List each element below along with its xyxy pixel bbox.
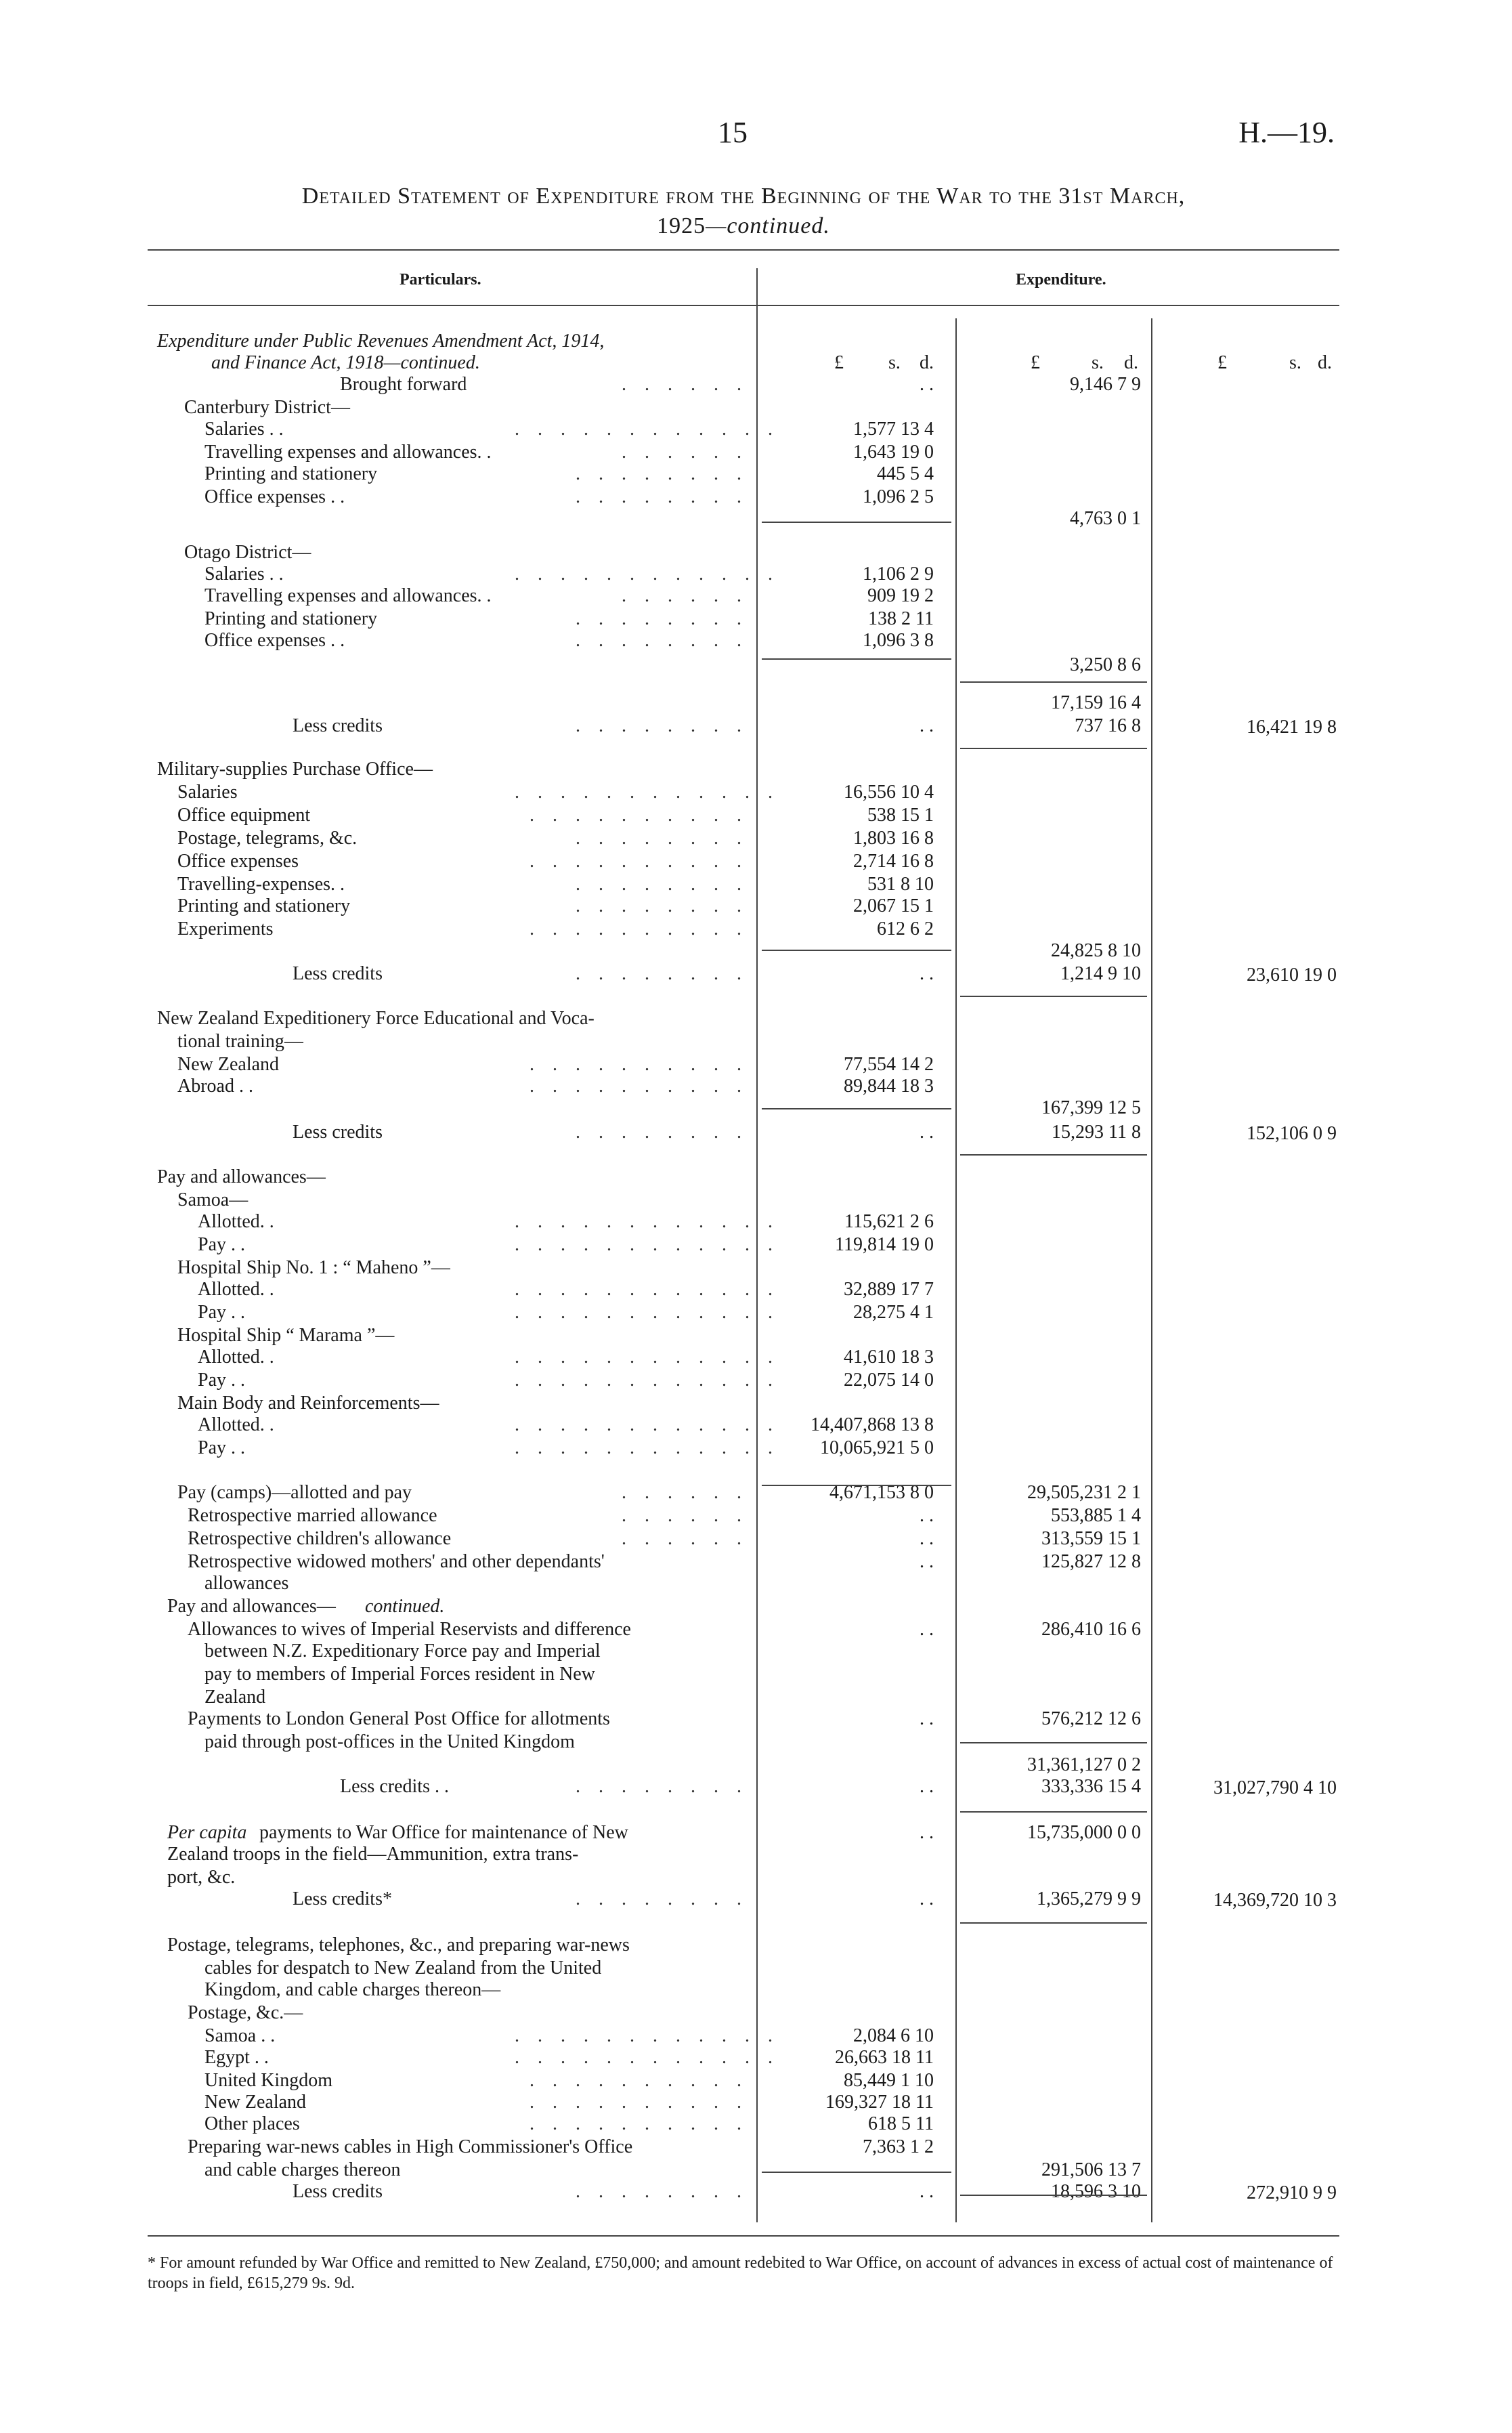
amount-column-2: 1,214 9 10 bbox=[1060, 963, 1141, 984]
table-row bbox=[0, 486, 1512, 508]
title-year: 1925 bbox=[657, 213, 706, 238]
amount-column-1: . . bbox=[920, 1888, 934, 1909]
amount-column-1: 26,663 18 11 bbox=[835, 2047, 934, 2068]
table-row bbox=[0, 508, 1512, 530]
table-row bbox=[0, 1551, 1512, 1573]
col1-shilling-unit: s. bbox=[888, 352, 901, 373]
row-label: Pay (camps)—allotted and pay bbox=[177, 1482, 412, 1503]
row-label: between N.Z. Expeditionary Force pay and Imperial bbox=[204, 1641, 601, 1662]
table-row bbox=[0, 940, 1512, 962]
col2-shilling-unit: s. bbox=[1092, 352, 1104, 373]
dot-leader: . . . . . . . . bbox=[576, 828, 748, 849]
table-row bbox=[0, 918, 1512, 940]
amount-column-1: 28,275 4 1 bbox=[853, 1302, 934, 1323]
table-row bbox=[0, 1619, 1512, 1641]
amount-column-1: 2,067 15 1 bbox=[853, 895, 934, 916]
subtotal-rule bbox=[960, 1154, 1147, 1156]
amount-column-3: 272,910 9 9 bbox=[1247, 2182, 1337, 2203]
amount-column-1: 1,096 2 5 bbox=[863, 486, 934, 507]
amount-column-2: 31,361,127 0 2 bbox=[1027, 1754, 1141, 1775]
row-label: cables for despatch to New Zealand from the United bbox=[204, 1958, 602, 1979]
amount-column-2: 737 16 8 bbox=[1075, 715, 1141, 736]
row-label: Preparing war-news cables in High Commissioner's Office bbox=[188, 2136, 633, 2157]
dot-leader: . . . . . . . . . . . . bbox=[515, 1302, 779, 1323]
title-line-2 bbox=[148, 211, 1339, 241]
amount-column-1: 115,621 2 6 bbox=[844, 1211, 934, 1232]
amount-column-1: 1,106 2 9 bbox=[863, 564, 934, 585]
table-row bbox=[0, 1888, 1512, 1910]
row-label: Retrospective married allowance bbox=[188, 1505, 437, 1526]
row-label: Less credits bbox=[293, 1122, 383, 1143]
table-row bbox=[0, 895, 1512, 917]
table-row bbox=[0, 374, 1512, 396]
subtotal-rule bbox=[762, 522, 951, 523]
dot-leader: . . . . . . bbox=[622, 1505, 748, 1526]
document-reference: H.—19. bbox=[1238, 116, 1335, 149]
amount-column-1: 612 6 2 bbox=[877, 918, 934, 939]
amount-column-2: 576,212 12 6 bbox=[1041, 1708, 1141, 1729]
dot-leader: . . . . . . . . . . . . bbox=[515, 1279, 779, 1300]
table-row bbox=[0, 1934, 1512, 1956]
dot-leader: . . . . . . . . bbox=[576, 630, 748, 651]
table-row bbox=[0, 2047, 1512, 2069]
table-row bbox=[0, 1437, 1512, 1459]
title-continued: —continued. bbox=[706, 213, 830, 238]
page-number: 15 bbox=[718, 116, 748, 149]
amount-column-3: 14,369,720 10 3 bbox=[1213, 1890, 1337, 1911]
table-row bbox=[0, 1573, 1512, 1594]
dot-leader: . . . . . . . . . . . . bbox=[515, 2047, 779, 2068]
row-label: Travelling-expenses. . bbox=[177, 874, 345, 895]
row-label: Pay and allowances— bbox=[167, 1596, 336, 1617]
dot-leader: . . . . . . . . . . . . bbox=[515, 1437, 779, 1458]
particulars-heading: Particulars. bbox=[399, 271, 481, 289]
amount-column-2: 553,885 1 4 bbox=[1051, 1505, 1141, 1526]
title-line-1: Detailed Statement of Expenditure from the Beginning of the War to the 31st March, bbox=[301, 184, 1186, 209]
row-label: Hospital Ship No. 1 : “ Maheno ”— bbox=[177, 1257, 450, 1278]
amount-column-1: 16,556 10 4 bbox=[844, 782, 934, 803]
dot-leader: . . . . . . . . bbox=[576, 1122, 748, 1143]
amount-column-3: 31,027,790 4 10 bbox=[1213, 1777, 1337, 1798]
table-row bbox=[0, 397, 1512, 419]
table-row bbox=[0, 1844, 1512, 1865]
amount-column-1: 1,096 3 8 bbox=[863, 630, 934, 651]
amount-column-1: 1,643 19 0 bbox=[853, 442, 934, 463]
subtotal-rule bbox=[960, 1742, 1147, 1743]
table-row bbox=[0, 1731, 1512, 1753]
dot-leader: . . . . . . . . . . . . bbox=[515, 1234, 779, 1255]
dot-leader: . . . . . . . . bbox=[576, 608, 748, 629]
row-label: Postage, &c.— bbox=[188, 2002, 303, 2023]
dot-leader: . . . . . . . . . . bbox=[530, 1054, 748, 1075]
row-label: Pay . . bbox=[198, 1370, 245, 1391]
amount-column-1: 169,327 18 11 bbox=[825, 2092, 934, 2113]
row-label: and Finance Act, 1918—continued. bbox=[211, 352, 480, 373]
dot-leader: . . . . . . . . . . . . bbox=[515, 1211, 779, 1232]
dot-leader: . . . . . . . . . . . . bbox=[515, 564, 779, 585]
amount-column-1: 41,610 18 3 bbox=[844, 1347, 934, 1368]
dot-leader: . . . . . . . . . . bbox=[530, 918, 748, 939]
amount-column-3: 16,421 19 8 bbox=[1247, 717, 1337, 738]
amount-column-2: 1,365,279 9 9 bbox=[1037, 1888, 1141, 1909]
table-row bbox=[0, 2070, 1512, 2092]
amount-column-1: 2,714 16 8 bbox=[853, 851, 934, 872]
amount-column-1: 445 5 4 bbox=[877, 463, 934, 484]
dot-leader: . . . . . . . . . . bbox=[530, 2092, 748, 2113]
amount-column-1: 22,075 14 0 bbox=[844, 1370, 934, 1391]
amount-column-1: . . bbox=[920, 963, 934, 984]
row-label: Travelling expenses and allowances. . bbox=[204, 442, 492, 463]
dot-leader: . . . . . . . . bbox=[576, 874, 748, 895]
table-row bbox=[0, 1754, 1512, 1776]
expenditure-heading: Expenditure. bbox=[1016, 271, 1106, 289]
table-row bbox=[0, 1211, 1512, 1233]
amount-column-1: . . bbox=[920, 1619, 934, 1640]
subtotal-rule bbox=[960, 681, 1147, 683]
dot-leader: . . . . . . . . bbox=[576, 895, 748, 916]
table-bottom-rule bbox=[148, 2235, 1339, 2237]
amount-column-1: . . bbox=[920, 1528, 934, 1549]
row-label: Per capita bbox=[167, 1822, 247, 1843]
subtotal-rule bbox=[762, 1485, 951, 1486]
amount-column-1: 119,814 19 0 bbox=[835, 1234, 934, 1255]
amount-column-1: . . bbox=[920, 1776, 934, 1797]
table-row bbox=[0, 352, 1512, 374]
row-label: New Zealand Expeditionery Force Educational and Voca- bbox=[157, 1008, 595, 1029]
amount-column-1: 89,844 18 3 bbox=[844, 1076, 934, 1097]
col3-shilling-unit: s. bbox=[1289, 352, 1301, 373]
row-label: Main Body and Reinforcements— bbox=[177, 1393, 439, 1414]
table-row bbox=[0, 1482, 1512, 1504]
row-label: Allotted. . bbox=[198, 1211, 274, 1232]
row-label: Samoa . . bbox=[204, 2025, 276, 2046]
table-row bbox=[0, 2136, 1512, 2158]
table-row bbox=[0, 1097, 1512, 1119]
subtotal-rule bbox=[960, 748, 1147, 749]
row-label: Travelling expenses and allowances. . bbox=[204, 585, 492, 606]
row-label-suffix: continued. bbox=[365, 1596, 445, 1617]
row-label: and cable charges thereon bbox=[204, 2159, 401, 2180]
table-row bbox=[0, 2092, 1512, 2113]
table-row bbox=[0, 1414, 1512, 1436]
table-row bbox=[0, 2181, 1512, 2203]
row-label: paid through post-offices in the United Kingdom bbox=[204, 1731, 575, 1752]
dot-leader: . . . . . . . . bbox=[576, 963, 748, 984]
col2-pence-unit: d. bbox=[1124, 352, 1138, 373]
amount-column-1: 77,554 14 2 bbox=[844, 1054, 934, 1075]
amount-column-2: 291,506 13 7 bbox=[1041, 2159, 1141, 2180]
subtotal-rule bbox=[960, 2195, 1147, 2196]
table-row bbox=[0, 1122, 1512, 1143]
page-title bbox=[148, 182, 1339, 241]
amount-column-2: 18,596 3 10 bbox=[1051, 2181, 1141, 2202]
row-label: Less credits bbox=[293, 2181, 383, 2202]
table-row bbox=[0, 1822, 1512, 1844]
amount-column-1: 14,407,868 13 8 bbox=[811, 1414, 934, 1435]
amount-column-2: 29,505,231 2 1 bbox=[1027, 1482, 1141, 1503]
table-row bbox=[0, 1008, 1512, 1030]
amount-column-2: 167,399 12 5 bbox=[1041, 1097, 1141, 1118]
row-label: Zealand bbox=[204, 1687, 266, 1708]
table-row bbox=[0, 1979, 1512, 2001]
amount-column-1: . . bbox=[920, 715, 934, 736]
dot-leader: . . . . . . . . . . . . bbox=[515, 782, 779, 803]
table-row bbox=[0, 1505, 1512, 1527]
row-label: Abroad . . bbox=[177, 1076, 253, 1097]
amount-column-3: 23,610 19 0 bbox=[1247, 965, 1337, 986]
amount-column-1: 618 5 11 bbox=[868, 2113, 934, 2134]
amount-column-1: . . bbox=[920, 374, 934, 395]
table-row bbox=[0, 442, 1512, 463]
amount-column-2: 4,763 0 1 bbox=[1070, 508, 1141, 529]
row-label: pay to members of Imperial Forces resident in New bbox=[204, 1664, 595, 1685]
row-label: Canterbury District— bbox=[184, 397, 350, 418]
amount-column-1: 4,671,153 8 0 bbox=[829, 1482, 934, 1503]
subtotal-rule bbox=[762, 658, 951, 660]
table-row bbox=[0, 1528, 1512, 1550]
row-label: New Zealand bbox=[204, 2092, 307, 2113]
dot-leader: . . . . . . . . . . . . bbox=[515, 419, 779, 440]
dot-leader: . . . . . . . . . . . . bbox=[515, 2025, 779, 2046]
table-row bbox=[0, 2113, 1512, 2135]
row-label: Pay and allowances— bbox=[157, 1166, 326, 1187]
row-label: Salaries bbox=[177, 782, 238, 803]
table-row bbox=[0, 419, 1512, 440]
dot-leader: . . . . . . . . bbox=[576, 715, 748, 736]
table-row bbox=[0, 1302, 1512, 1324]
table-row bbox=[0, 1257, 1512, 1279]
dot-leader: . . . . . . bbox=[622, 442, 748, 463]
dot-leader: . . . . . . bbox=[622, 374, 748, 395]
table-row bbox=[0, 692, 1512, 714]
row-label: New Zealand bbox=[177, 1054, 280, 1075]
amount-column-1: . . bbox=[920, 2181, 934, 2202]
table-row bbox=[0, 654, 1512, 676]
row-label: Samoa— bbox=[177, 1189, 249, 1210]
row-label: Experiments bbox=[177, 918, 274, 939]
row-label: Kingdom, and cable charges thereon— bbox=[204, 1979, 501, 2000]
row-label: Egypt . . bbox=[204, 2047, 269, 2068]
row-label: Office expenses . . bbox=[204, 486, 345, 507]
table-row bbox=[0, 1076, 1512, 1097]
dot-leader: . . . . . . . . . . . . bbox=[515, 1370, 779, 1391]
row-label: United Kingdom bbox=[204, 2070, 332, 2091]
table-row bbox=[0, 331, 1512, 352]
row-label: Printing and stationery bbox=[204, 608, 378, 629]
dot-leader: . . . . . . . . . . bbox=[530, 2113, 748, 2134]
table-row bbox=[0, 2159, 1512, 2181]
amount-column-2: 125,827 12 8 bbox=[1041, 1551, 1141, 1572]
row-label: Expenditure under Public Revenues Amendment Act, 1914, bbox=[157, 331, 605, 352]
table-row bbox=[0, 1054, 1512, 1076]
table-row bbox=[0, 1867, 1512, 1888]
row-label: Allotted. . bbox=[198, 1347, 274, 1368]
table-row bbox=[0, 630, 1512, 652]
table-row bbox=[0, 585, 1512, 607]
table-row bbox=[0, 1708, 1512, 1730]
col1-pence-unit: d. bbox=[920, 352, 934, 373]
amount-column-2: 3,250 8 6 bbox=[1070, 654, 1141, 675]
table-row bbox=[0, 463, 1512, 485]
table-row bbox=[0, 1347, 1512, 1368]
dot-leader: . . . . . . . . . . bbox=[530, 1076, 748, 1097]
row-label: Other places bbox=[204, 2113, 300, 2134]
amount-column-1: 85,449 1 10 bbox=[844, 2070, 934, 2091]
row-label: Military-supplies Purchase Office— bbox=[157, 759, 433, 780]
dot-leader: . . . . . . . . . . bbox=[530, 851, 748, 872]
amount-column-2: 333,336 15 4 bbox=[1041, 1776, 1141, 1797]
table-row bbox=[0, 1776, 1512, 1798]
table-row bbox=[0, 963, 1512, 985]
row-label: Postage, telegrams, &c. bbox=[177, 828, 358, 849]
row-label: Otago District— bbox=[184, 542, 311, 563]
row-label: Office expenses . . bbox=[204, 630, 345, 651]
subtotal-rule bbox=[960, 1922, 1147, 1924]
table-row bbox=[0, 1166, 1512, 1188]
amount-column-1: . . bbox=[920, 1505, 934, 1526]
amount-column-1: . . bbox=[920, 1822, 934, 1843]
amount-column-2: 9,146 7 9 bbox=[1070, 374, 1141, 395]
subtotal-rule bbox=[762, 1108, 951, 1109]
amount-column-3: 152,106 0 9 bbox=[1247, 1123, 1337, 1144]
amount-column-1: 138 2 11 bbox=[868, 608, 934, 629]
row-label: Zealand troops in the field—Ammunition, extra trans- bbox=[167, 1844, 579, 1865]
row-label: Office equipment bbox=[177, 805, 311, 826]
table-row bbox=[0, 1189, 1512, 1211]
col1-pound-unit: £ bbox=[834, 352, 844, 373]
table-row bbox=[0, 564, 1512, 585]
row-label: Office expenses bbox=[177, 851, 299, 872]
table-row bbox=[0, 542, 1512, 564]
header-top-rule bbox=[148, 249, 1339, 251]
row-label: Printing and stationery bbox=[177, 895, 351, 916]
table-row bbox=[0, 805, 1512, 826]
table-row bbox=[0, 1687, 1512, 1708]
amount-column-2: 313,559 15 1 bbox=[1041, 1528, 1141, 1549]
amount-column-1: 32,889 17 7 bbox=[844, 1279, 934, 1300]
row-label: port, &c. bbox=[167, 1867, 236, 1888]
amount-column-1: 1,577 13 4 bbox=[853, 419, 934, 440]
amount-column-1: . . bbox=[920, 1551, 934, 1572]
row-label: Allotted. . bbox=[198, 1279, 274, 1300]
amount-column-2: 286,410 16 6 bbox=[1041, 1619, 1141, 1640]
row-label: Less credits* bbox=[293, 1888, 392, 1909]
amount-column-2: 24,825 8 10 bbox=[1051, 940, 1141, 961]
dot-leader: . . . . . . . . . . bbox=[530, 2070, 748, 2091]
dot-leader: . . . . . . bbox=[622, 1528, 748, 1549]
table-row bbox=[0, 1234, 1512, 1256]
row-label: Pay . . bbox=[198, 1234, 245, 1255]
dot-leader: . . . . . . . . . . . . bbox=[515, 1347, 779, 1368]
amount-column-2: 17,159 16 4 bbox=[1051, 692, 1141, 713]
subtotal-rule bbox=[960, 996, 1147, 997]
dot-leader: . . . . . . . . bbox=[576, 463, 748, 484]
table-row bbox=[0, 851, 1512, 872]
dot-leader: . . . . . . . . bbox=[576, 1776, 748, 1797]
row-label: allowances bbox=[204, 1573, 289, 1594]
table-row bbox=[0, 2002, 1512, 2024]
dot-leader: . . . . . . . . . . bbox=[530, 805, 748, 826]
subtotal-rule bbox=[762, 950, 951, 951]
col3-pound-unit: £ bbox=[1217, 352, 1227, 373]
row-label: Brought forward bbox=[340, 374, 467, 395]
table-row bbox=[0, 1370, 1512, 1391]
subtotal-rule bbox=[960, 1811, 1147, 1813]
amount-column-1: 10,065,921 5 0 bbox=[820, 1437, 934, 1458]
table-row bbox=[0, 608, 1512, 630]
table-row bbox=[0, 759, 1512, 780]
amount-column-1: . . bbox=[920, 1122, 934, 1143]
table-row bbox=[0, 1325, 1512, 1347]
amount-column-2: 15,293 11 8 bbox=[1052, 1122, 1141, 1143]
row-label: tional training— bbox=[177, 1031, 303, 1052]
row-label: Less credits . . bbox=[340, 1776, 449, 1797]
table-row bbox=[0, 1958, 1512, 1979]
row-label: Printing and stationery bbox=[204, 463, 378, 484]
amount-column-1: 909 19 2 bbox=[867, 585, 934, 606]
table-row bbox=[0, 828, 1512, 849]
col2-pound-unit: £ bbox=[1031, 352, 1040, 373]
row-label: Retrospective widowed mothers' and other dependants' bbox=[188, 1551, 605, 1572]
row-label: Salaries . . bbox=[204, 564, 284, 585]
row-label: Allowances to wives of Imperial Reservists and difference bbox=[188, 1619, 631, 1640]
table-row bbox=[0, 1641, 1512, 1662]
row-label: Hospital Ship “ Marama ”— bbox=[177, 1325, 395, 1346]
row-label: Salaries . . bbox=[204, 419, 284, 440]
row-label: Retrospective children's allowance bbox=[188, 1528, 452, 1549]
amount-column-1: 538 15 1 bbox=[867, 805, 934, 826]
table-row bbox=[0, 1664, 1512, 1685]
row-label-continuation: payments to War Office for maintenance of New bbox=[259, 1822, 628, 1843]
amount-column-2: 15,735,000 0 0 bbox=[1027, 1822, 1141, 1843]
table-row bbox=[0, 782, 1512, 803]
dot-leader: . . . . . . bbox=[622, 1482, 748, 1503]
table-row bbox=[0, 1279, 1512, 1300]
row-label: Less credits bbox=[293, 963, 383, 984]
header-bottom-rule bbox=[148, 305, 1339, 306]
row-label: Pay . . bbox=[198, 1437, 245, 1458]
row-label: Payments to London General Post Office for allotments bbox=[188, 1708, 610, 1729]
footnote: * For amount refunded by War Office and remitted to New Zealand, £750,000; and amount redebited to War Office, on account of advances in excess of actual cost of maintenance of troops in field, £615,279 9s. 9d. bbox=[148, 2254, 1333, 2292]
dot-leader: . . . . . . . . bbox=[576, 2181, 748, 2202]
table-row bbox=[0, 1031, 1512, 1053]
amount-column-1: 2,084 6 10 bbox=[853, 2025, 934, 2046]
table-row bbox=[0, 1596, 1512, 1617]
row-label: Less credits bbox=[293, 715, 383, 736]
amount-column-1: 1,803 16 8 bbox=[853, 828, 934, 849]
amount-column-1: . . bbox=[920, 1708, 934, 1729]
row-label: Allotted. . bbox=[198, 1414, 274, 1435]
dot-leader: . . . . . . . . bbox=[576, 486, 748, 507]
table-row bbox=[0, 715, 1512, 737]
subtotal-rule bbox=[762, 2172, 951, 2173]
row-label: Postage, telegrams, telephones, &c., and preparing war-news bbox=[167, 1934, 630, 1955]
amount-column-1: 7,363 1 2 bbox=[863, 2136, 934, 2157]
amount-column-1: 531 8 10 bbox=[867, 874, 934, 895]
dot-leader: . . . . . . . . bbox=[576, 1888, 748, 1909]
dot-leader: . . . . . . . . . . . . bbox=[515, 1414, 779, 1435]
col3-pence-unit: d. bbox=[1318, 352, 1332, 373]
table-row bbox=[0, 874, 1512, 895]
dot-leader: . . . . . . bbox=[622, 585, 748, 606]
table-row bbox=[0, 2025, 1512, 2047]
table-row bbox=[0, 1393, 1512, 1414]
row-label: Pay . . bbox=[198, 1302, 245, 1323]
